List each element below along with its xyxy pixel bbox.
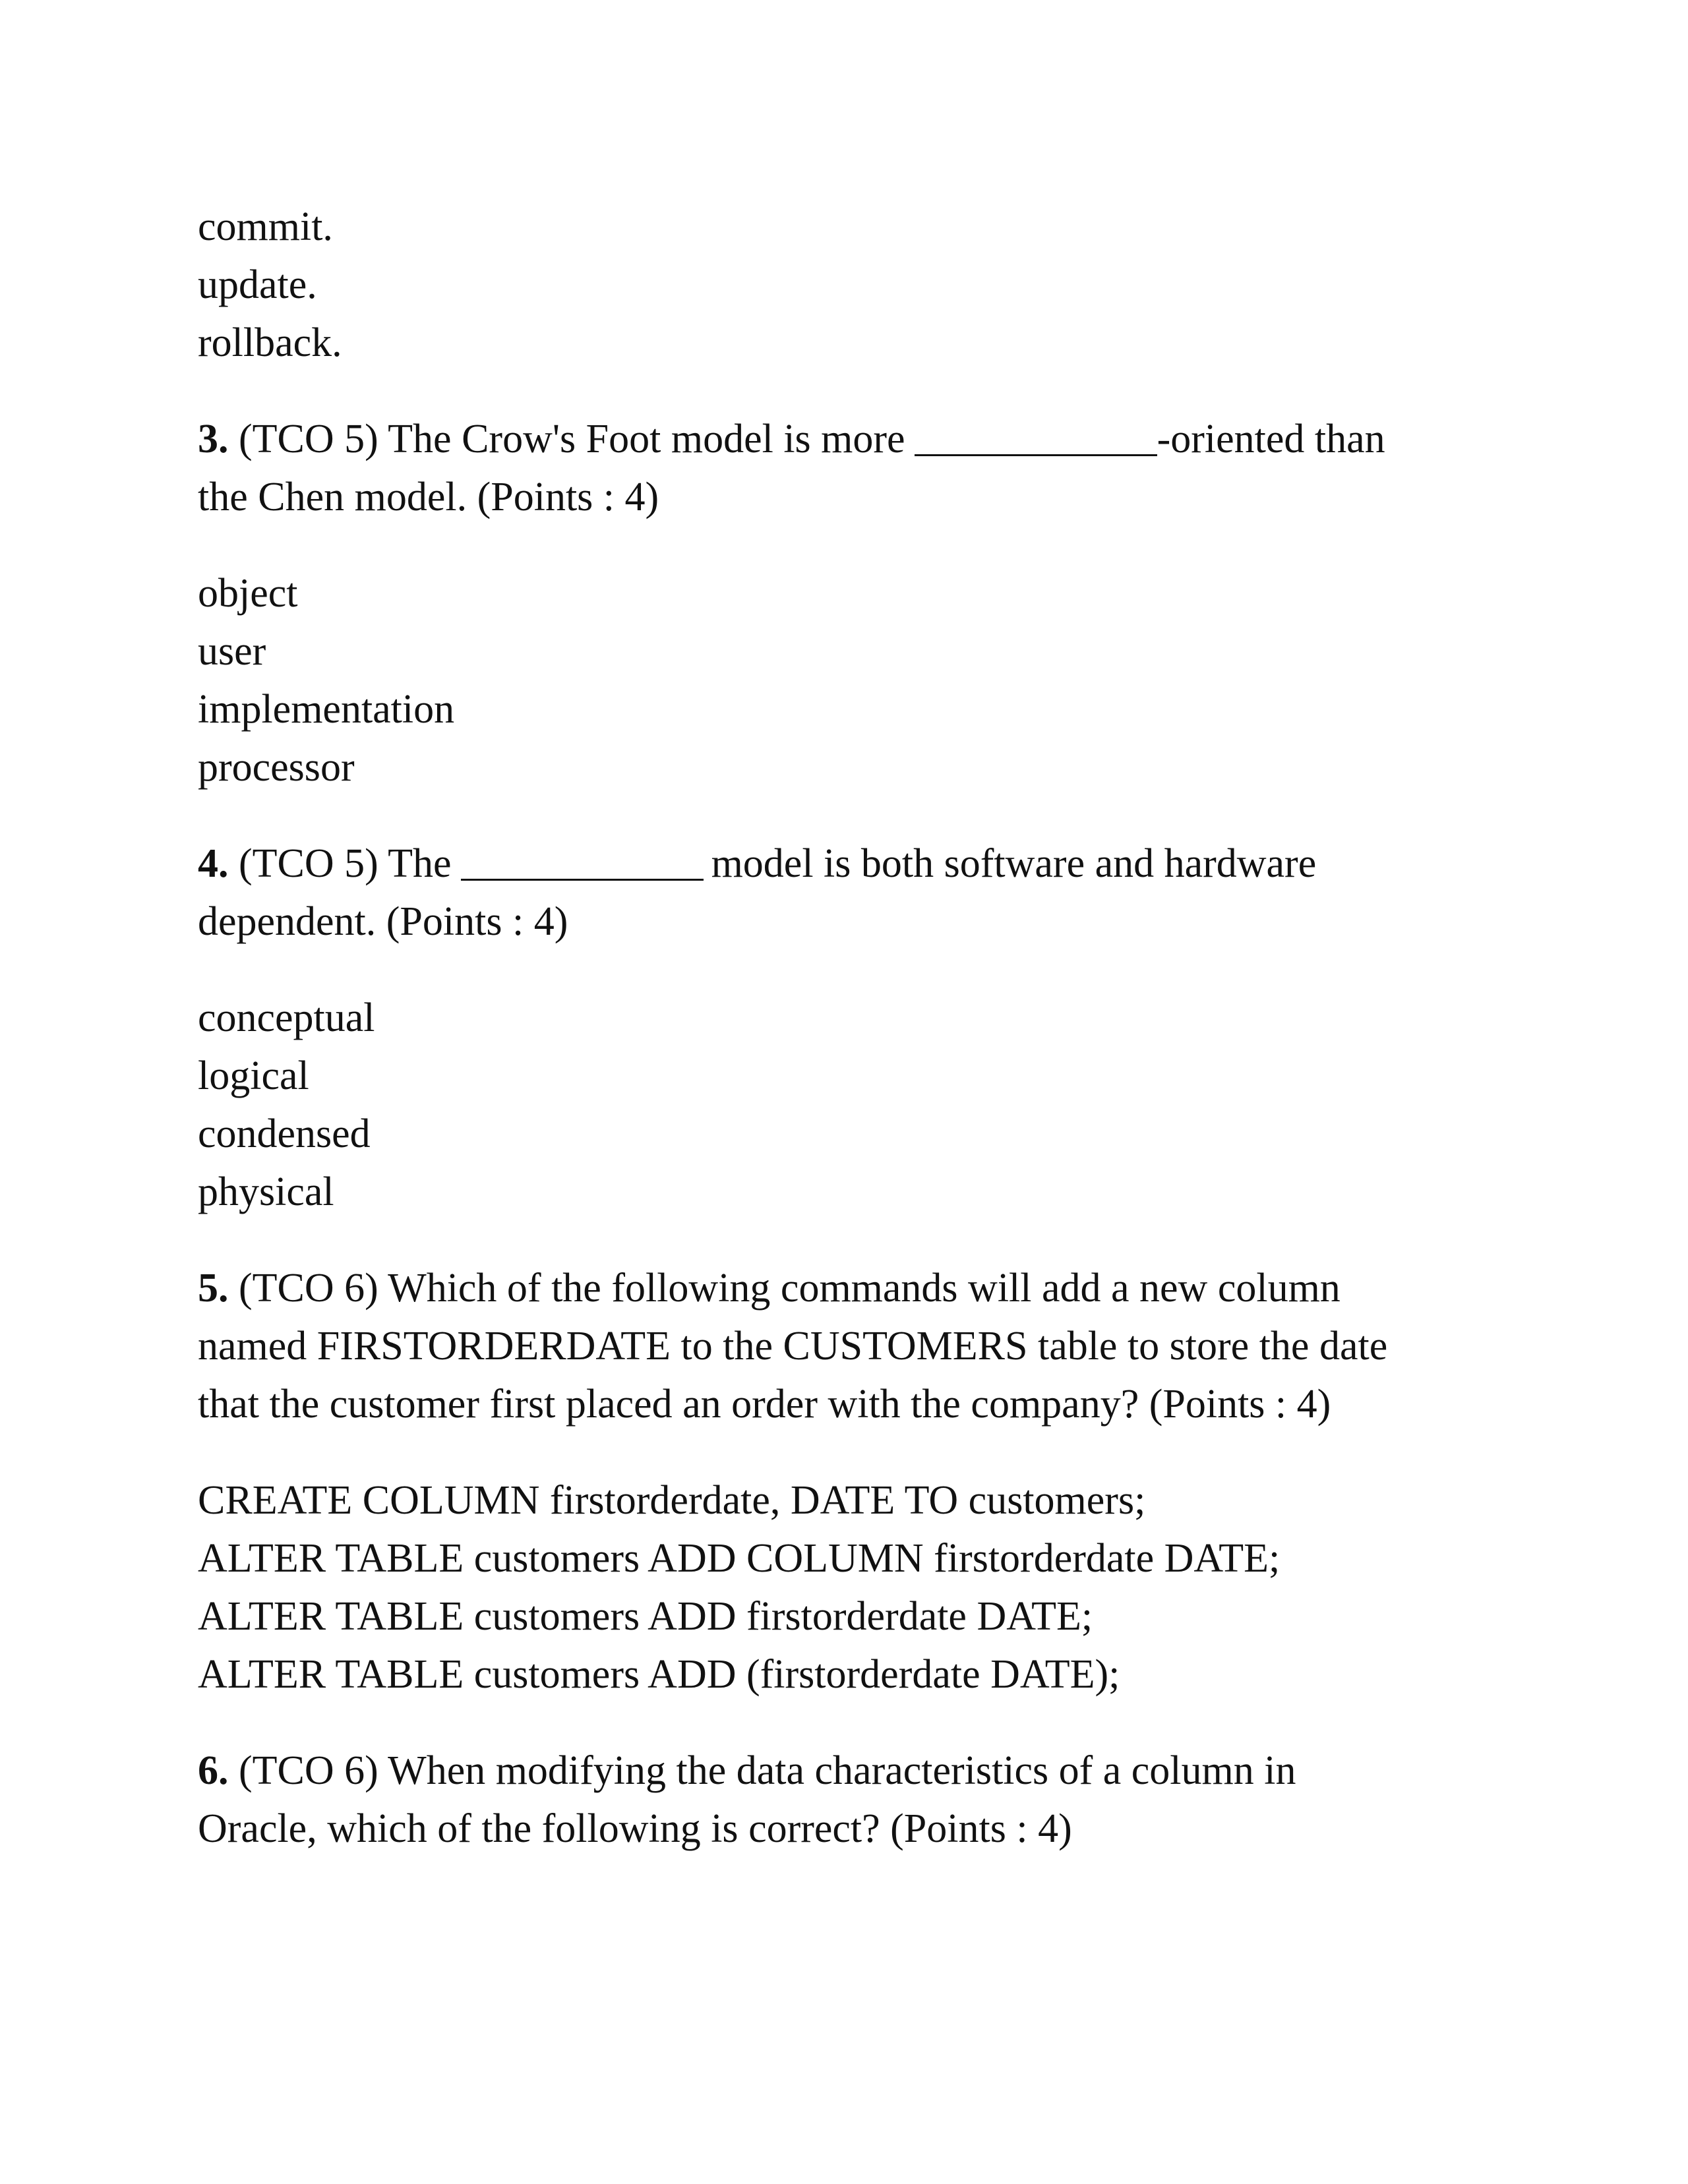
option-create-column[interactable]: CREATE COLUMN firstorderdate, DATE TO customers; xyxy=(198,1478,1146,1523)
question-5-line-3: that the customer first placed an order with the company? (Points : 4) xyxy=(198,1382,1331,1427)
option-alter-add-parens[interactable]: ALTER TABLE customers ADD (firstorderdate DATE); xyxy=(198,1652,1120,1697)
option-logical[interactable]: logical xyxy=(198,1053,309,1098)
option-update[interactable]: update. xyxy=(198,262,317,307)
question-4-text-b: model is both software and hardware xyxy=(711,841,1317,886)
question-3-line-1 xyxy=(198,410,1517,468)
question-6-number: 6. xyxy=(198,1748,229,1793)
question-5-text-a: (TCO 6) Which of the following commands will add a new column xyxy=(239,1266,1341,1311)
question-6-line-1 xyxy=(198,1742,1517,1800)
question-4 xyxy=(198,835,1517,951)
question-3 xyxy=(198,410,1517,526)
question-4-text-a: (TCO 5) The xyxy=(239,841,452,886)
option-object[interactable]: object xyxy=(198,571,298,616)
question-5-options xyxy=(198,1471,1517,1703)
quiz-content xyxy=(198,198,1517,1858)
question-5-line-2: named FIRSTORDERDATE to the CUSTOMERS table to store the date xyxy=(198,1324,1388,1369)
question-5-line-1 xyxy=(198,1259,1517,1317)
question-4-blank xyxy=(461,839,704,881)
question-5 xyxy=(198,1259,1517,1433)
question-6-text-a: (TCO 6) When modifying the data characteristics of a column in xyxy=(239,1748,1296,1793)
option-implementation[interactable]: implementation xyxy=(198,687,455,732)
question-4-number: 4. xyxy=(198,841,229,886)
option-processor[interactable]: processor xyxy=(198,745,355,790)
option-physical[interactable]: physical xyxy=(198,1169,334,1214)
option-user[interactable]: user xyxy=(198,629,266,674)
option-condensed[interactable]: condensed xyxy=(198,1111,371,1156)
question-3-text-a: (TCO 5) The Crow's Foot model is more xyxy=(239,417,905,461)
option-rollback[interactable]: rollback. xyxy=(198,320,342,365)
question-5-number: 5. xyxy=(198,1266,229,1311)
question-3-number: 3. xyxy=(198,417,229,461)
question-4-line-2: dependent. (Points : 4) xyxy=(198,899,568,944)
question-3-text-b: -oriented than xyxy=(1157,417,1385,461)
question-3-blank xyxy=(915,415,1157,456)
question-3-options xyxy=(198,564,1517,796)
option-alter-add[interactable]: ALTER TABLE customers ADD firstorderdate DATE; xyxy=(198,1594,1093,1639)
question-4-options xyxy=(198,989,1517,1221)
option-conceptual[interactable]: conceptual xyxy=(198,995,375,1040)
question-3-line-2: the Chen model. (Points : 4) xyxy=(198,475,659,519)
option-commit[interactable]: commit. xyxy=(198,204,333,249)
question-6 xyxy=(198,1742,1517,1858)
question-6-line-2: Oracle, which of the following is correct? (Points : 4) xyxy=(198,1806,1072,1851)
option-alter-add-column[interactable]: ALTER TABLE customers ADD COLUMN firstorderdate DATE; xyxy=(198,1536,1281,1581)
q2-options-tail xyxy=(198,198,1517,372)
question-4-line-1 xyxy=(198,835,1517,893)
